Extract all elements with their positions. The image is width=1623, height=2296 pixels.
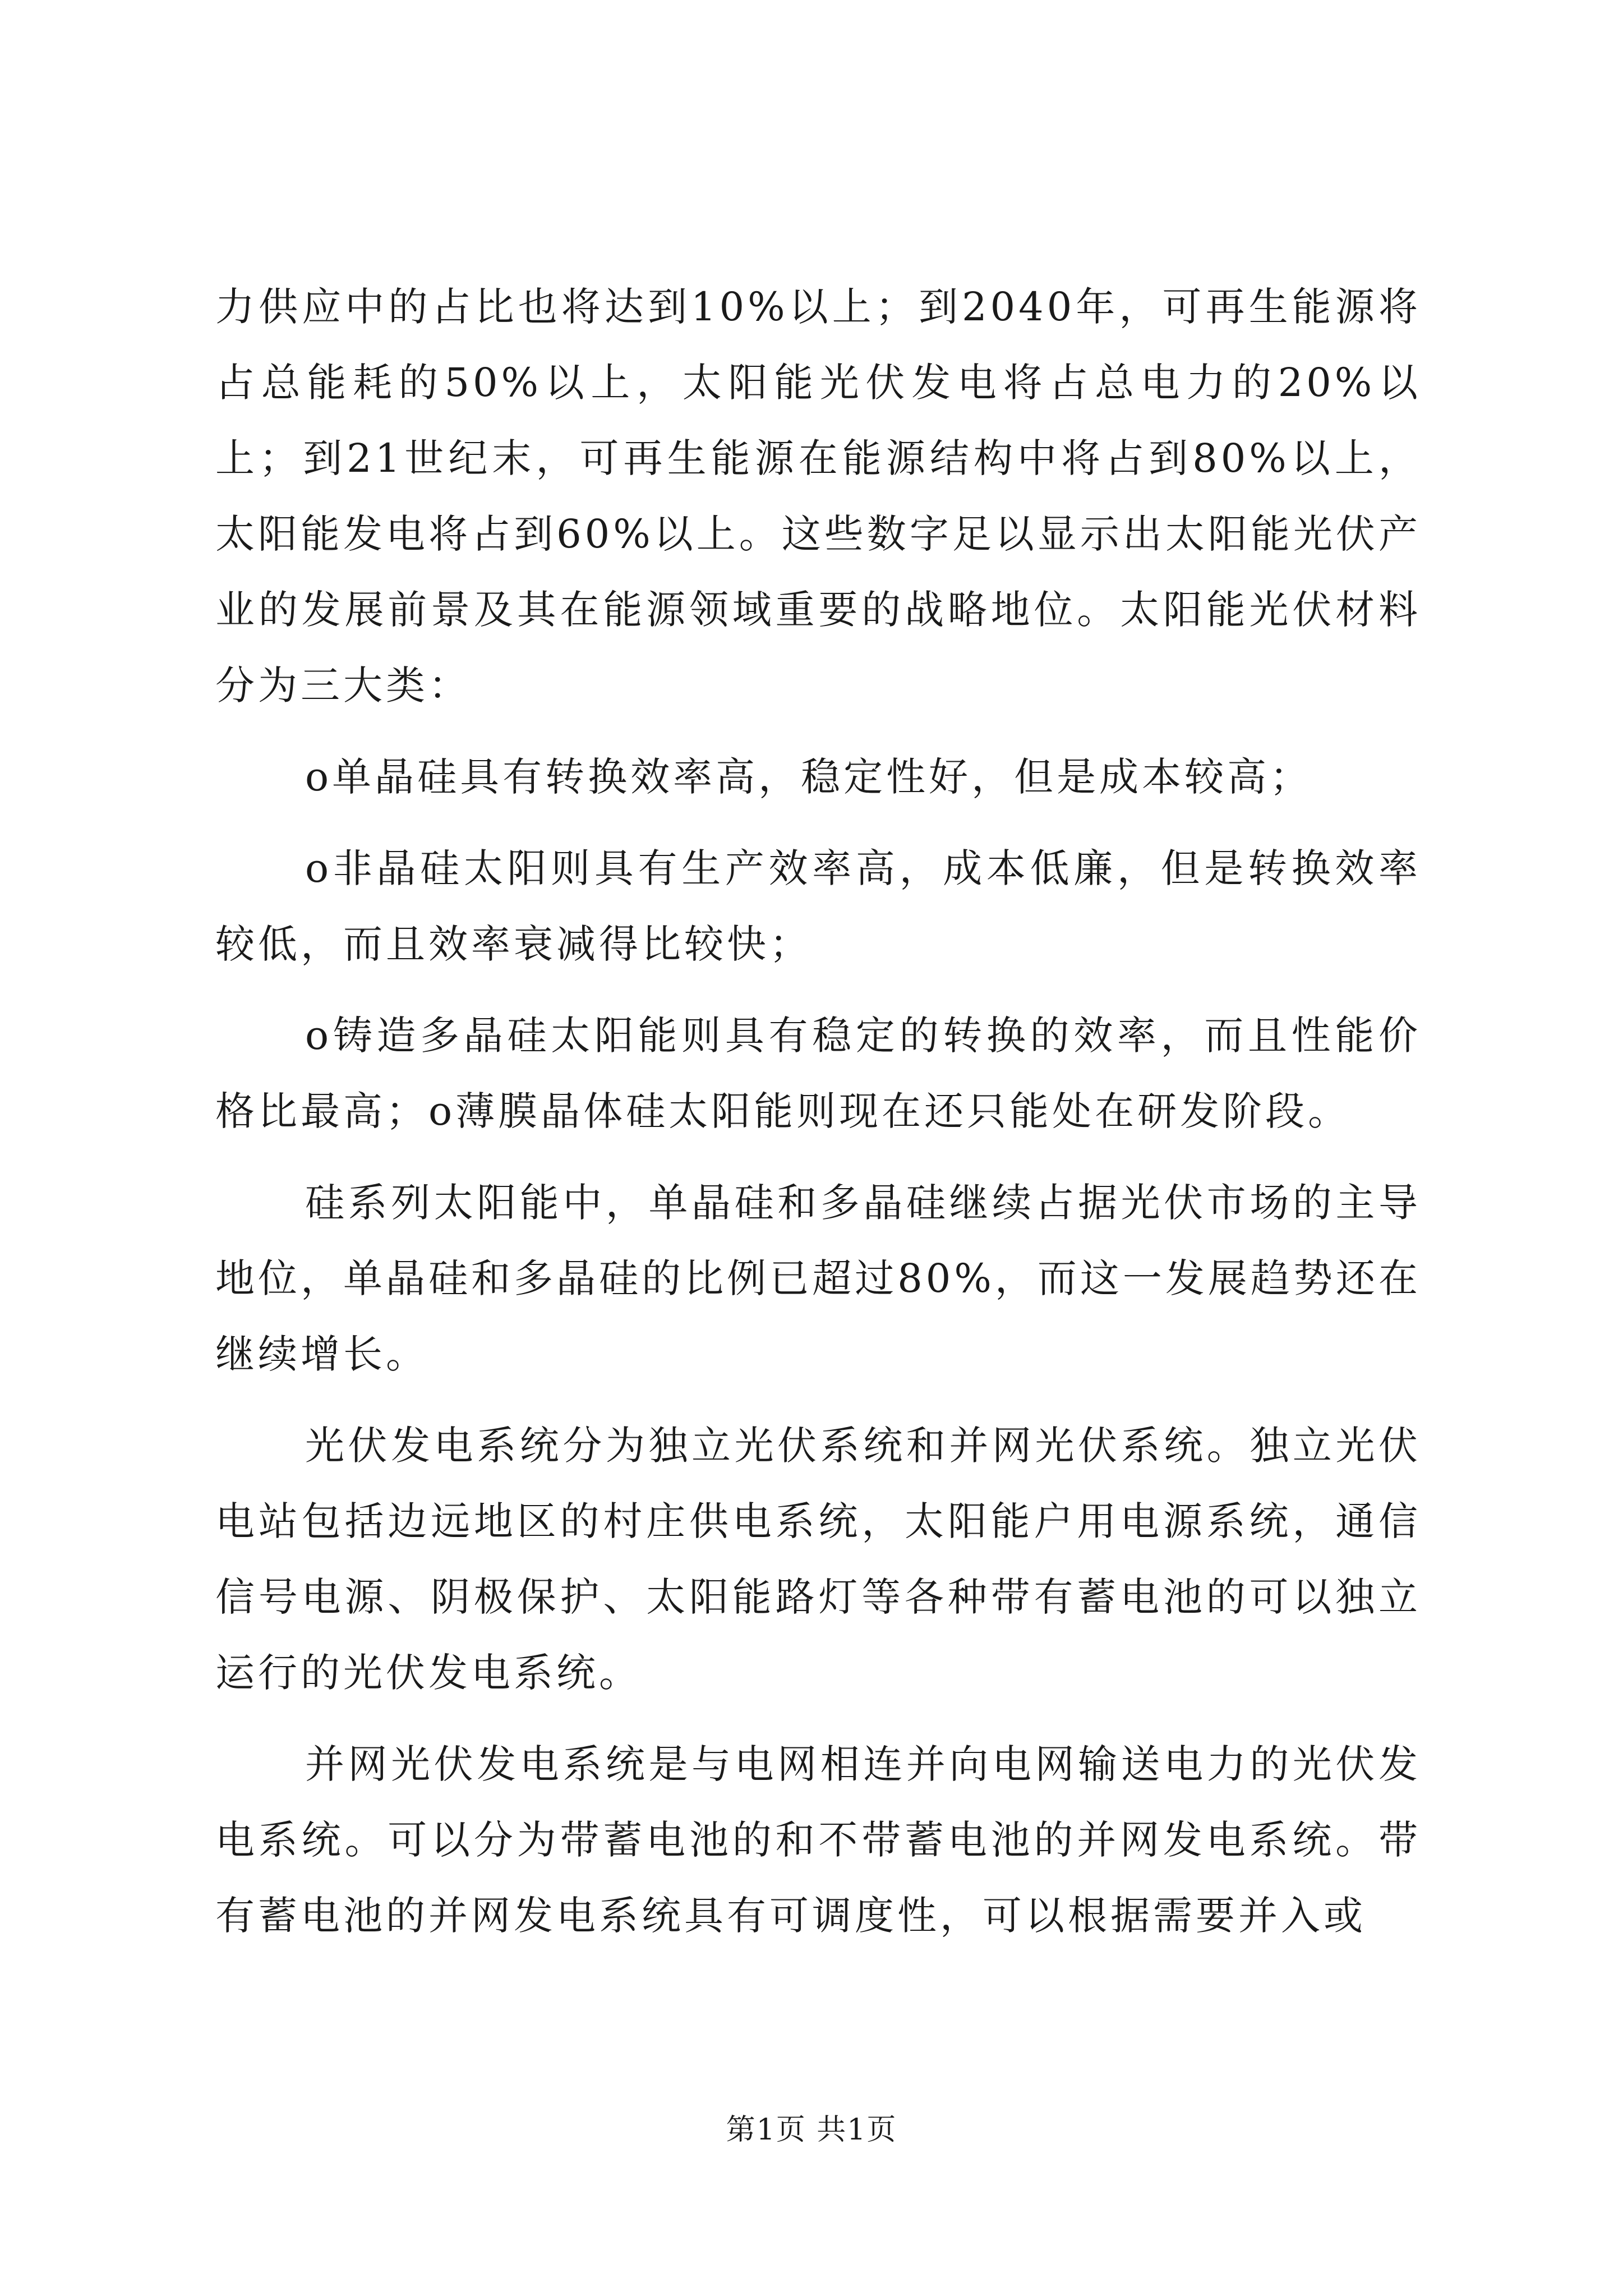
document-body [215, 269, 1421, 1954]
list-item-polycrystalline: o铸造多晶硅太阳能则具有稳定的转换的效率，而且性能价格比最高；o薄膜晶体硅太阳能则现在还只能处在研发阶段。 [215, 1013, 1421, 1134]
list-item-amorphous: o非晶硅太阳则具有生产效率高，成本低廉，但是转换效率较低，而且效率衰减得比较快； [215, 845, 1421, 967]
list-item-monocrystalline: o单晶硅具有转换效率高，稳定性好，但是成本较高； [305, 754, 1313, 800]
paragraph-pv-systems: 光伏发电系统分为独立光伏系统和并网光伏系统。独立光伏电站包括边远地区的村庄供电系统，太阳能户用电源系统，通信信号电源、阴极保护、太阳能路灯等各种带有蓄电池的可以独立运行的光伏发电系统。 [215, 1423, 1421, 1696]
paragraph-silicon-market: 硅系列太阳能中，单晶硅和多晶硅继续占据光伏市场的主导地位，单晶硅和多晶硅的比例已超过80%，而这一发展趋势还在继续增长。 [215, 1180, 1421, 1377]
page-footer: 第1页 共1页 [726, 2113, 897, 2147]
paragraph-continuation: 力供应中的占比也将达到10%以上；到2040年，可再生能源将占总能耗的50%以上，太阳能光伏发电将占总电力的20%以上；到21世纪末，可再生能源在能源结构中将占到80%以上，太阳能发电将占到60%以上。这些数字足以显示出太阳能光伏产业的发展前景及其在能源领域重要的战略地位。太阳能光伏材料分为三大类： [215, 284, 1421, 708]
paragraph-grid-connected: 并网光伏发电系统是与电网相连并向电网输送电力的光伏发电系统。可以分为带蓄电池的和不带蓄电池的并网发电系统。带有蓄电池的并网发电系统具有可调度性，可以根据需要并入或 [215, 1741, 1421, 1939]
